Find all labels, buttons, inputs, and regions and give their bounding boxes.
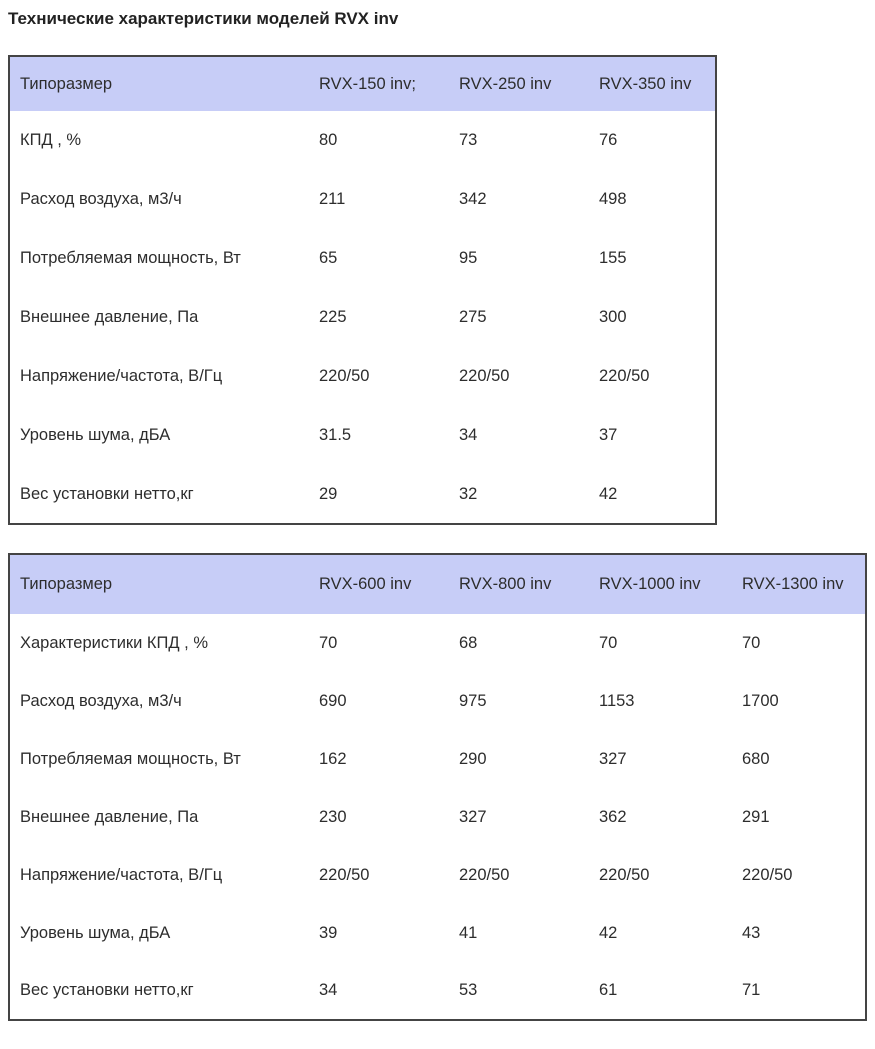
table-cell: 498	[599, 190, 627, 208]
table1-header-rvx-250: RVX-250 inv	[459, 74, 552, 93]
table-cell: 70	[319, 633, 338, 652]
table-cell: 220/50	[459, 367, 510, 385]
table-cell: 34	[319, 981, 338, 999]
table-cell: 42	[599, 923, 618, 942]
table-cell: 220/50	[459, 865, 510, 884]
table2-header-rvx-1000: RVX-1000 inv	[599, 575, 701, 593]
table-cell: 73	[459, 131, 478, 149]
table-cell: 680	[742, 749, 770, 768]
table2-header-rvx-600: RVX-600 inv	[319, 575, 412, 593]
table-cell: 29	[319, 484, 338, 503]
row-label: Потребляемая мощность, Вт	[20, 249, 241, 267]
table-cell: 42	[599, 484, 618, 503]
table1-header-row	[9, 56, 716, 111]
table-cell: 70	[599, 633, 618, 652]
table2-header-size: Типоразмер	[20, 575, 113, 593]
table1-header-rvx-350: RVX-350 inv	[599, 74, 692, 93]
table-cell: 327	[459, 807, 487, 826]
table-cell: 690	[319, 691, 347, 710]
table1-header-size: Типоразмер	[20, 74, 113, 93]
table-cell: 37	[599, 426, 618, 444]
table-row	[9, 614, 866, 672]
table-row	[9, 730, 866, 788]
table-row	[9, 962, 866, 1020]
table1-header-rvx-150: RVX-150 inv;	[319, 74, 416, 93]
table-cell: 65	[319, 249, 338, 267]
row-label: Потребляемая мощность, Вт	[20, 749, 241, 768]
table-cell: 220/50	[742, 865, 793, 884]
row-label: Вес установки нетто,кг	[20, 981, 194, 999]
table-row	[9, 846, 866, 904]
table-cell: 34	[459, 426, 478, 444]
table-cell: 53	[459, 981, 478, 999]
table-row	[9, 465, 716, 524]
table-row	[9, 904, 866, 962]
table-cell: 32	[459, 484, 478, 503]
table-row	[9, 170, 716, 229]
table2-header-rvx-1300: RVX-1300 inv	[742, 575, 844, 593]
table-cell: 41	[459, 923, 478, 942]
row-label: Напряжение/частота, В/Гц	[20, 367, 223, 385]
row-label: Расход воздуха, м3/ч	[20, 190, 182, 208]
table-cell: 76	[599, 131, 618, 149]
table-cell: 1153	[599, 691, 635, 710]
table-cell: 220/50	[319, 367, 370, 385]
table-cell: 68	[459, 633, 478, 652]
table2-header-row	[9, 554, 866, 614]
table-cell: 80	[319, 131, 338, 149]
spec-table-rvx-600-1300	[8, 553, 867, 1021]
table-cell: 275	[459, 308, 487, 326]
row-label: Напряжение/частота, В/Гц	[20, 865, 223, 884]
table-row	[9, 788, 866, 846]
table-cell: 155	[599, 249, 627, 267]
table-row	[9, 347, 716, 406]
row-label: Расход воздуха, м3/ч	[20, 691, 182, 710]
row-label: Уровень шума, дБА	[20, 923, 171, 942]
row-label: Внешнее давление, Па	[20, 807, 199, 826]
table-cell: 291	[742, 807, 770, 826]
row-label: Характеристики КПД , %	[20, 633, 208, 652]
row-label: КПД , %	[20, 131, 82, 149]
row-label: Вес установки нетто,кг	[20, 484, 194, 503]
table-cell: 220/50	[599, 865, 650, 884]
page-title: Технические характеристики моделей RVX inv	[8, 9, 399, 28]
table-row	[9, 288, 716, 347]
table-cell: 31.5	[319, 426, 352, 444]
table-row	[9, 229, 716, 288]
row-label: Внешнее давление, Па	[20, 308, 199, 326]
table-cell: 95	[459, 249, 478, 267]
table-cell: 300	[599, 308, 627, 326]
table-row	[9, 672, 866, 730]
table-cell: 230	[319, 807, 347, 826]
table-row	[9, 406, 716, 465]
table-cell: 61	[599, 981, 618, 999]
table-cell: 70	[742, 633, 761, 652]
table-cell: 71	[742, 981, 761, 999]
table-cell: 220/50	[319, 865, 370, 884]
table-cell: 162	[319, 749, 347, 768]
table-cell: 342	[459, 190, 487, 208]
table-cell: 1700	[742, 691, 779, 710]
table-cell: 362	[599, 807, 627, 826]
table-cell: 211	[319, 190, 346, 208]
table2-header-rvx-800: RVX-800 inv	[459, 575, 552, 593]
table-cell: 43	[742, 923, 761, 942]
table-cell: 327	[599, 749, 627, 768]
table-cell: 290	[459, 749, 487, 768]
table-row	[9, 111, 716, 170]
table-cell: 975	[459, 691, 487, 710]
table-cell: 220/50	[599, 367, 650, 385]
row-label: Уровень шума, дБА	[20, 426, 171, 444]
table-cell: 225	[319, 308, 347, 326]
table-cell: 39	[319, 923, 338, 942]
spec-table-rvx-150-350	[8, 55, 717, 525]
